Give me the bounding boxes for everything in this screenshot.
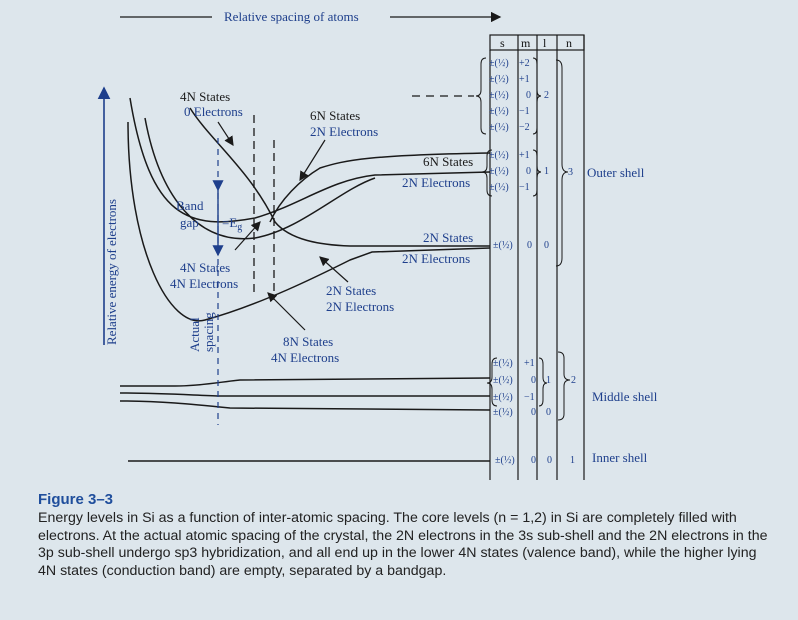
pointer-4n-top xyxy=(218,122,233,145)
label-2n-electrons-right2: 2N Electrons xyxy=(402,251,471,266)
label-2n-electrons-right1: 2N Electrons xyxy=(402,175,471,190)
caption-title: Figure 3–3 xyxy=(38,491,114,508)
svg-text:±(½): ±(½) xyxy=(489,122,509,133)
svg-text:0: 0 xyxy=(526,90,531,101)
svg-text:±(½): ±(½) xyxy=(493,392,513,403)
group-1s xyxy=(495,455,575,466)
svg-text:1: 1 xyxy=(544,166,549,177)
n-value-2: 2 xyxy=(571,375,576,386)
label-actual: Actual xyxy=(187,317,202,352)
group-3d xyxy=(412,58,549,134)
svg-text:0: 0 xyxy=(531,455,536,466)
svg-text:+1: +1 xyxy=(519,74,530,85)
spacing-arrow-label: Relative spacing of atoms xyxy=(224,9,359,24)
label-6n-states-right: 6N States xyxy=(423,154,474,169)
y-axis-label: Relative energy of electrons xyxy=(104,199,119,345)
header-l: l xyxy=(543,36,547,50)
svg-text:−2: −2 xyxy=(519,122,530,133)
label-4n-states-low: 4N States xyxy=(180,260,231,275)
svg-text:±(½): ±(½) xyxy=(489,90,509,101)
svg-text:+1: +1 xyxy=(519,150,530,161)
svg-text:0: 0 xyxy=(531,407,536,418)
label-8n-states: 8N States xyxy=(283,334,334,349)
svg-text:+2: +2 xyxy=(519,58,530,69)
label-0-electrons: 0 Electrons xyxy=(184,104,243,119)
svg-text:±(½): ±(½) xyxy=(489,58,509,69)
group-3p xyxy=(482,150,549,196)
svg-text:1: 1 xyxy=(570,455,575,466)
pointer-6n-mid xyxy=(300,140,325,180)
n-value-3: 3 xyxy=(568,167,573,178)
header-m: m xyxy=(521,36,531,50)
svg-text:−1: −1 xyxy=(519,182,530,193)
header-n: n xyxy=(566,36,572,50)
label-spacing: spacing xyxy=(201,312,216,352)
svg-text:0: 0 xyxy=(546,407,551,418)
svg-text:±(½): ±(½) xyxy=(489,150,509,161)
svg-text:0: 0 xyxy=(531,375,536,386)
label-2n-states-low: 2N States xyxy=(326,283,377,298)
svg-text:1: 1 xyxy=(546,375,551,386)
group-2s xyxy=(493,407,551,418)
svg-text:0: 0 xyxy=(547,455,552,466)
svg-text:0: 0 xyxy=(527,240,532,251)
label-2n-electrons-low: 2N Electrons xyxy=(326,299,395,314)
caption-text: Energy levels in Si as a function of inter-atomic spacing. The core levels (n = 1,2) in Si are completely filled with electrons. At the actual atomic spacing of the crystal, the 2N electrons in the 3s sub-shell and the 2N electrons in the 3p sub-shell undergo sp3 hybridization, and all end up in the lower 4N states (valence band), while the higher lying 4N states (conduction band) are empty, separated by a bandgap. xyxy=(38,510,768,579)
group-3s xyxy=(493,240,549,251)
svg-text:0: 0 xyxy=(544,240,549,251)
label-4n-electrons-8n: 4N Electrons xyxy=(271,350,340,365)
label-4n-states-top: 4N States xyxy=(180,89,231,104)
outer-shell-label: Outer shell xyxy=(587,165,645,180)
label-6n-states-mid: 6N States xyxy=(310,108,361,123)
middle-shell-brace xyxy=(558,352,570,420)
svg-text:±(½): ±(½) xyxy=(495,455,515,466)
svg-text:±(½): ±(½) xyxy=(493,358,513,369)
label-gap: gap xyxy=(180,215,199,230)
svg-text:±(½): ±(½) xyxy=(493,240,513,251)
label-band: Band xyxy=(176,198,204,213)
label-eg: $=E_g$ xyxy=(222,215,243,233)
middle-shell-levels xyxy=(120,378,490,410)
svg-text:2: 2 xyxy=(544,90,549,101)
svg-text:+1: +1 xyxy=(524,358,535,369)
outer-shell-brace xyxy=(556,60,568,266)
svg-text:±(½): ±(½) xyxy=(493,375,513,386)
label-4n-electrons-low: 4N Electrons xyxy=(170,276,239,291)
svg-text:0: 0 xyxy=(526,166,531,177)
svg-text:±(½): ±(½) xyxy=(489,166,509,177)
header-s: s xyxy=(500,36,505,50)
label-2n-states-right: 2N States xyxy=(423,230,474,245)
inner-shell-label: Inner shell xyxy=(592,450,648,465)
pointer-2n-low xyxy=(320,257,348,282)
middle-shell-label: Middle shell xyxy=(592,389,658,404)
svg-text:−1: −1 xyxy=(519,106,530,117)
group-2p xyxy=(487,358,551,406)
svg-text:±(½): ±(½) xyxy=(489,74,509,85)
svg-text:−1: −1 xyxy=(524,392,535,403)
svg-text:±(½): ±(½) xyxy=(493,407,513,418)
svg-text:±(½): ±(½) xyxy=(489,182,509,193)
figure-caption xyxy=(38,491,778,580)
label-2n-electrons-mid: 2N Electrons xyxy=(310,124,379,139)
svg-text:±(½): ±(½) xyxy=(489,106,509,117)
pointer-8n xyxy=(268,293,305,330)
